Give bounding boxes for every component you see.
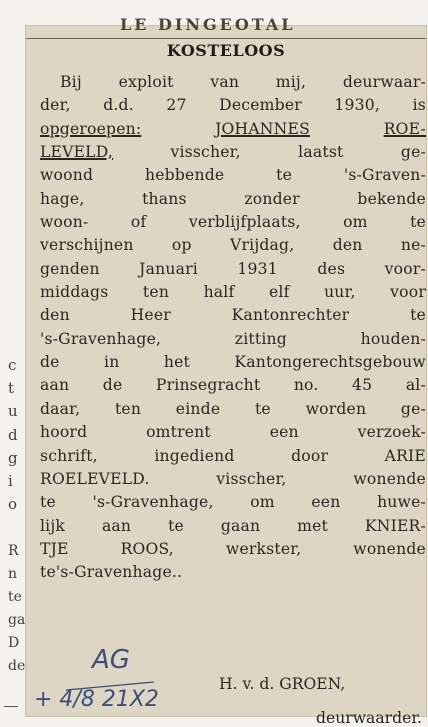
article-word: omtrent [146, 423, 211, 442]
article-line [40, 398, 426, 421]
article-word: met [297, 516, 329, 535]
article-line [40, 234, 426, 257]
margin-letter: d [8, 425, 18, 444]
article-word: of [130, 213, 147, 232]
article-word: lijk [40, 516, 66, 535]
article-word: woon- [40, 213, 89, 232]
article-line [40, 538, 426, 561]
article-word: door [291, 446, 329, 465]
article-word: ten [142, 283, 170, 302]
article-word: voor- [384, 259, 426, 278]
article-word: het [163, 353, 190, 372]
margin-letter: g [8, 448, 18, 467]
handwritten-initials: AG [92, 645, 130, 675]
article-word: de [40, 353, 60, 372]
article-word: houden- [360, 329, 426, 348]
article-word: van [210, 73, 240, 91]
article-word: aan [40, 376, 70, 395]
article-word: te [40, 493, 56, 512]
margin-letter: c [8, 356, 17, 374]
article-word: voor [390, 283, 426, 302]
article-word: den [332, 236, 363, 255]
article-line [40, 188, 426, 211]
adjacent-column-fragment [0, 354, 26, 516]
margin-letter: n [8, 566, 18, 582]
article-word: TJE [40, 539, 69, 558]
article-line [40, 515, 426, 538]
article-word: ten [114, 399, 142, 418]
article-line [40, 281, 426, 304]
handwritten-annotation [34, 638, 214, 718]
article-word: middags [40, 283, 109, 302]
article-word: 1931 [237, 259, 278, 278]
article-word: te [410, 213, 426, 232]
article-word: Kantonrechter [231, 306, 350, 325]
article-word: op [171, 236, 192, 255]
article-word: wonende [353, 469, 426, 488]
margin-letter: o [8, 495, 18, 514]
article-word: om [250, 493, 275, 512]
article-word: een [269, 423, 299, 442]
article-word: exploit [118, 73, 174, 91]
cut-off-header-text: LE DINGEOTAL [120, 15, 296, 34]
article-word: daar, [40, 399, 81, 418]
article-word: 's-Gravenhage, [40, 329, 162, 348]
article-word: verzoek- [357, 423, 426, 442]
article-word: 1930, [334, 96, 381, 115]
article-word: zitting [234, 329, 287, 348]
article-word: 's-Graven- [343, 166, 426, 185]
article-word: woond [40, 166, 94, 185]
article-word: uur, [324, 283, 356, 302]
article-line [40, 258, 426, 281]
article-word: visscher, [170, 143, 241, 162]
article-line [40, 164, 426, 187]
article-line [40, 351, 426, 374]
article-word: elf [268, 283, 290, 302]
margin-letter: D [8, 635, 20, 651]
article-line [40, 561, 426, 584]
article-word: December [219, 96, 302, 115]
article-word: ROE- [383, 119, 426, 138]
article-word: aan [101, 516, 132, 535]
header-rule [26, 38, 426, 39]
article-word: visscher, [216, 469, 287, 488]
article-word: zonder [244, 189, 300, 208]
margin-dash [4, 706, 18, 707]
article-word: des [317, 259, 346, 278]
article-word: een [311, 493, 341, 512]
article-line [40, 141, 426, 164]
article-word: einde [175, 399, 221, 418]
article-word: mij, [275, 73, 307, 91]
article-word: KNIER- [364, 516, 426, 535]
article-line [40, 211, 426, 234]
article-line [40, 421, 426, 444]
article-line [40, 445, 426, 468]
article-word: half [203, 283, 235, 302]
article-headline: KOSTELOOS [166, 41, 286, 60]
article-word: JOHANNES [215, 119, 310, 138]
article-word: Januari [139, 259, 198, 278]
article-word: te [168, 516, 184, 535]
article-word: worden [305, 399, 367, 418]
article-line [40, 328, 426, 351]
article-word: te [410, 306, 426, 325]
article-word: Vrijdag, [230, 236, 295, 255]
article-word: d.d. [103, 96, 134, 115]
article-word: den [40, 306, 70, 325]
article-word: ROELEVELD. [40, 469, 150, 488]
article-word: LEVELD, [40, 143, 114, 162]
article-word: ge- [400, 399, 426, 418]
article-word: al- [405, 376, 426, 395]
article-word: 45 [352, 376, 373, 395]
article-word: de [102, 376, 123, 395]
article-word: werkster, [225, 539, 302, 558]
article-word: ingediend [154, 446, 235, 465]
margin-letter: R [8, 543, 19, 559]
article-word: thans [142, 189, 187, 208]
article-word: Kantongerechtsgebouw [234, 353, 426, 372]
article-word: laatst [298, 143, 344, 162]
article-line [40, 118, 426, 141]
article-word: hebbende [144, 166, 225, 185]
margin-letter: u [8, 402, 18, 421]
article-word: te [254, 399, 271, 418]
article-word: 's-Gravenhage.. [55, 563, 183, 582]
margin-letter: te [8, 589, 22, 605]
article-word: gaan [220, 516, 261, 535]
article-word: ARIE [384, 446, 426, 465]
article-word: verschijnen [40, 236, 134, 255]
article-word: verblijfplaats, [188, 213, 301, 232]
article-word: hoord [40, 423, 88, 442]
signature-title: deurwaarder. [316, 709, 423, 727]
margin-letter: ga [8, 612, 26, 628]
article-line [40, 374, 426, 397]
article-word: hage, [40, 189, 85, 208]
article-line [40, 71, 426, 94]
article-word: 27 [166, 96, 187, 115]
article-word: te [40, 563, 56, 582]
margin-letter: de [8, 658, 26, 674]
article-word: der, [40, 96, 71, 115]
article-word: wonende [353, 539, 426, 558]
article-word: Heer [130, 306, 171, 325]
handwritten-note: + 4/8 21X2 [34, 687, 159, 712]
article-word: 's-Gravenhage, [92, 493, 214, 512]
article-word: ge- [400, 143, 426, 162]
article-line [40, 94, 426, 117]
article-word: te [276, 166, 293, 185]
article-word: genden [40, 259, 100, 278]
newspaper-clipping [26, 15, 426, 727]
article-word: opgeroepen: [40, 119, 142, 138]
signature-name: H. v. d. GROEN, [219, 675, 346, 693]
article-word: in [104, 353, 120, 372]
article-word: ne- [400, 236, 426, 255]
article-line [40, 468, 426, 491]
article-word: is [412, 96, 426, 115]
adjacent-column-fragment-lower [8, 540, 28, 678]
article-word: om [343, 213, 368, 232]
article-word: Prinsegracht [155, 376, 261, 395]
article-word: bekende [357, 189, 426, 208]
article-line [40, 304, 426, 327]
article-body [40, 71, 426, 585]
article-word: ROOS, [120, 539, 174, 558]
article-word: Bij [60, 73, 82, 91]
article-word: no. [293, 376, 319, 395]
margin-letter: i [8, 472, 13, 491]
article-word: huwe- [377, 493, 426, 512]
margin-letter: t [8, 379, 15, 398]
article-line [40, 491, 426, 514]
article-word: deurwaar- [342, 73, 426, 91]
article-word: schrift, [40, 446, 98, 465]
